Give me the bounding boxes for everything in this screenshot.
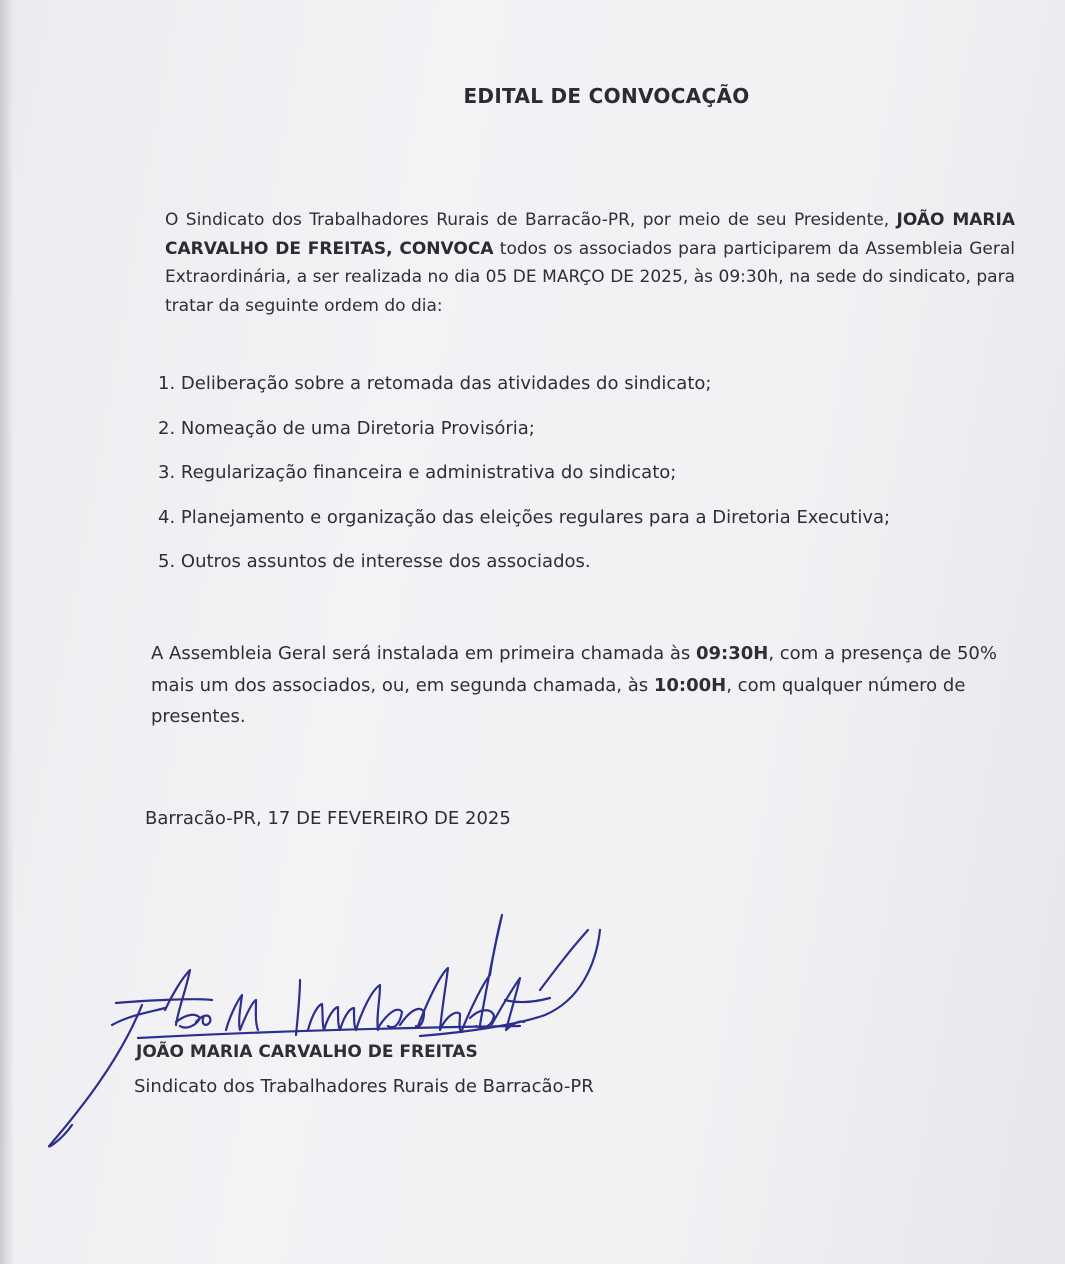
agenda-item: 5. Outros assuntos de interesse dos associados. (158, 551, 591, 572)
agenda-item: 3. Regularização financeira e administrativa do sindicato; (158, 462, 677, 483)
place-and-date: Barracão-PR, 17 DE FEVEREIRO DE 2025 (145, 808, 511, 829)
quorum-text-part3: , com qualquer número de presentes. (151, 674, 966, 727)
second-call-time: 10:00H (653, 674, 727, 696)
page-edge-shadow (0, 0, 14, 1264)
intro-paragraph (165, 206, 1015, 320)
quorum-paragraph (151, 638, 1041, 733)
intro-text-part2: todos os associados para participarem da Assembleia Geral Extraordinária, a ser realizada no dia 05 DE MARÇO DE 2025, às 09:30h, na sede do sindicato, para tratar da seguinte ordem do dia: (165, 238, 1016, 316)
signatory-organization: Sindicato dos Trabalhadores Rurais de Barracão-PR (134, 1076, 594, 1097)
president-name-bold: JOÃO MARIA CARVALHO DE FREITAS, CONVOCA (165, 210, 1016, 259)
intro-text-part1: O Sindicato dos Trabalhadores Rurais de Barracão-PR, por meio de seu Presidente, (165, 210, 897, 230)
agenda-item: 2. Nomeação de uma Diretoria Provisória; (158, 417, 535, 439)
agenda-list (158, 370, 1018, 593)
document-title: EDITAL DE CONVOCAÇÃO (463, 84, 750, 108)
agenda-item: 4. Planejamento e organização das eleições regulares para a Diretoria Executiva; (158, 506, 891, 528)
first-call-time: 09:30H (695, 643, 769, 664)
signatory-name: JOÃO MARIA CARVALHO DE FREITAS (136, 1042, 478, 1062)
quorum-text-part2: , com a presença de 50% mais um dos associados, ou, em segunda chamada, às (151, 643, 997, 696)
quorum-text-part1: A Assembleia Geral será instalada em primeira chamada às (151, 643, 696, 664)
agenda-item: 1. Deliberação sobre a retomada das atividades do sindicato; (158, 373, 712, 394)
